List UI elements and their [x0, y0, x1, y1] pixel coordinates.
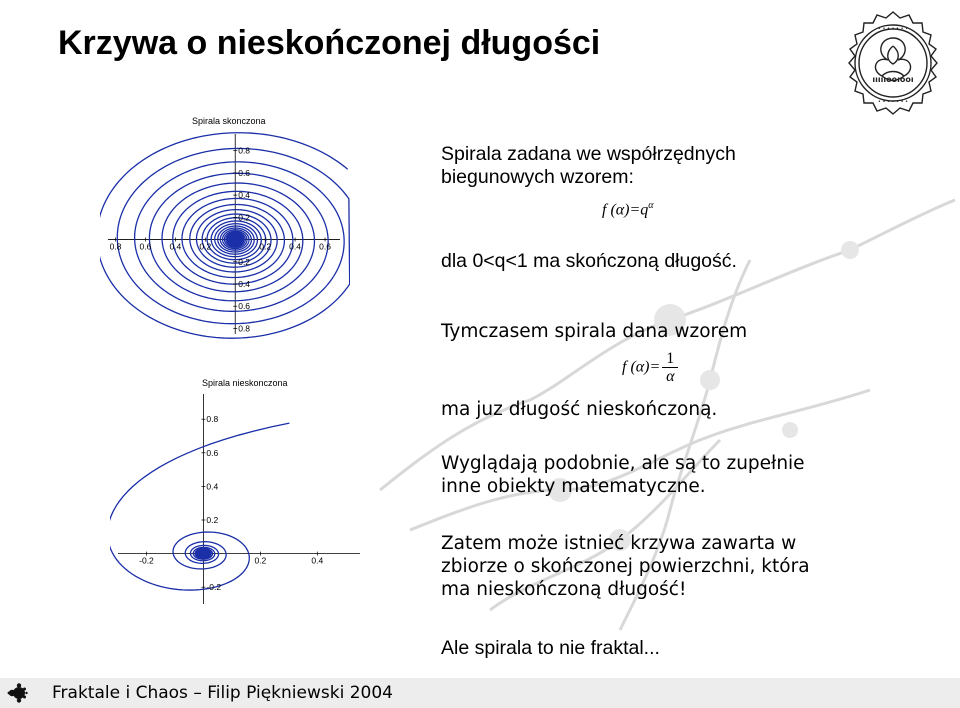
chart-title: Spirala nieskonczona	[202, 378, 288, 388]
formula-finite	[602, 200, 654, 219]
y-tick-label: 0.4	[238, 190, 251, 201]
x-tick-label: 0.8	[109, 241, 122, 252]
x-tick-label: 0.4	[311, 555, 324, 566]
svg-text:• • • • • • •: • • • • • • •	[877, 99, 909, 105]
paragraph-similar-line2: inne obiekty matematyczne.	[441, 476, 706, 497]
paragraph-intro	[441, 143, 736, 189]
y-tick-label: 0.2	[238, 212, 251, 223]
x-tick-label: 0.2	[199, 241, 212, 252]
y-tick-label: 0.8	[206, 414, 219, 425]
paragraph-conclusion-line2: zbiorze o skończonej powierzchni, która	[441, 556, 810, 577]
formula-infinite	[622, 350, 678, 386]
chart-finite-spiral	[100, 110, 350, 340]
formula-denominator: α	[666, 368, 675, 385]
formula-infinite-lhs: f (α)=	[622, 358, 661, 376]
fractal-icon	[6, 681, 30, 705]
y-tick-label: 0.6	[238, 301, 251, 312]
footer-bar	[0, 678, 960, 708]
x-tick-label: 0.4	[289, 241, 302, 252]
y-tick-label: 0.6	[238, 167, 251, 178]
paragraph-infinite-length: ma juz długość nieskończoną.	[441, 399, 718, 420]
chart-infinite-spiral	[110, 370, 370, 610]
footer-text: Fraktale i Chaos – Filip Piękniewski 2004	[52, 683, 393, 703]
y-tick-label: 0.8	[238, 145, 251, 156]
paragraph-intro-line1: Spirala zadana we współrzędnych	[441, 143, 736, 165]
y-tick-label: 0.2	[238, 256, 251, 267]
y-tick-label: 0.8	[238, 323, 251, 334]
paragraph-intro-line2: biegunowych wzorem:	[441, 166, 634, 188]
formula-finite-lhs: f (α)=q	[602, 201, 649, 219]
spiral-curve	[100, 133, 350, 338]
chart-axes	[118, 394, 360, 604]
y-tick-label: 0.6	[206, 447, 219, 458]
formula-finite-exponent: α	[648, 200, 654, 211]
chart-title: Spirala skonczona	[192, 116, 266, 126]
x-tick-label: 0.2	[254, 555, 267, 566]
paragraph-similar-line1: Wyglądają podobnie, ale są to zupełnie	[441, 453, 805, 474]
paragraph-conclusion	[441, 532, 810, 601]
x-tick-label: 0.2	[259, 241, 272, 252]
paragraph-conclusion-line1: Zatem może istnieć krzywa zawarta w	[441, 533, 797, 554]
y-tick-label: 0.4	[238, 279, 251, 289]
slide-title: Krzywa o nieskończonej długości	[58, 24, 601, 62]
y-tick-label: 0.2	[206, 515, 219, 525]
x-tick-label: -0.2	[139, 555, 154, 566]
paragraph-not-fractal: Ale spirala to nie fraktal...	[441, 637, 660, 659]
svg-text:ıııııooıooı: ıııııooıooı	[872, 75, 914, 84]
x-tick-label: 0.6	[139, 241, 152, 252]
x-tick-label: 0.4	[169, 241, 182, 252]
y-tick-label: -0.2	[206, 582, 222, 593]
university-logo	[838, 8, 948, 118]
paragraph-meanwhile: Tymczasem spirala dana wzorem	[441, 321, 748, 342]
formula-numerator: 1	[662, 350, 678, 368]
paragraph-conclusion-line3: ma nieskończoną długość!	[441, 579, 687, 600]
paragraph-similar	[441, 452, 805, 498]
svg-text:• • • • • • •: • • • • • • •	[877, 26, 909, 32]
y-tick-label: 0.4	[206, 481, 219, 492]
paragraph-finite-length: dla 0<q<1 ma skończoną długość.	[441, 250, 737, 272]
x-tick-label: 0.6	[319, 241, 331, 252]
